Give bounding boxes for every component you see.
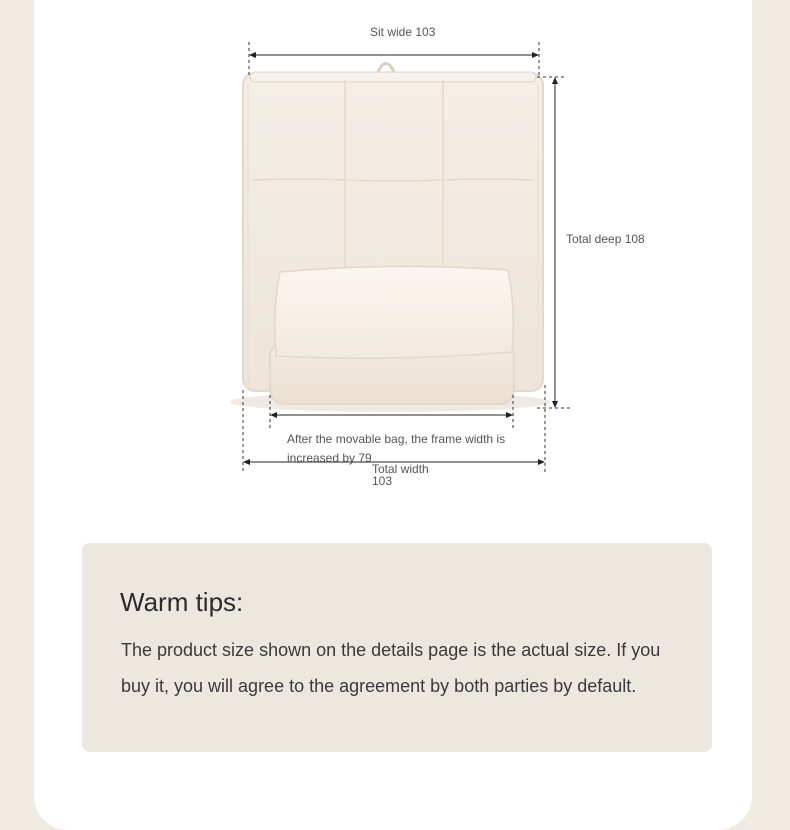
sit-wide-label: Sit wide 103 [370,25,436,39]
warm-tips-title: Warm tips: [120,587,244,617]
movable-bag-note-line1: After the movable bag, the frame width is [287,432,506,446]
movable-bag-note-line2: increased by 79 [287,451,372,465]
sofa-pillow [275,266,514,358]
total-width-label-line1: Total width [372,462,429,476]
total-width-label-line2: 103 [372,474,393,488]
warm-tips-box [82,543,712,752]
total-deep-label: Total deep 108 [566,232,645,246]
warm-tips-body: The product size shown on the details page is the actual size. If you buy it, you will agree to the agreement by both parties by default. [121,640,661,696]
